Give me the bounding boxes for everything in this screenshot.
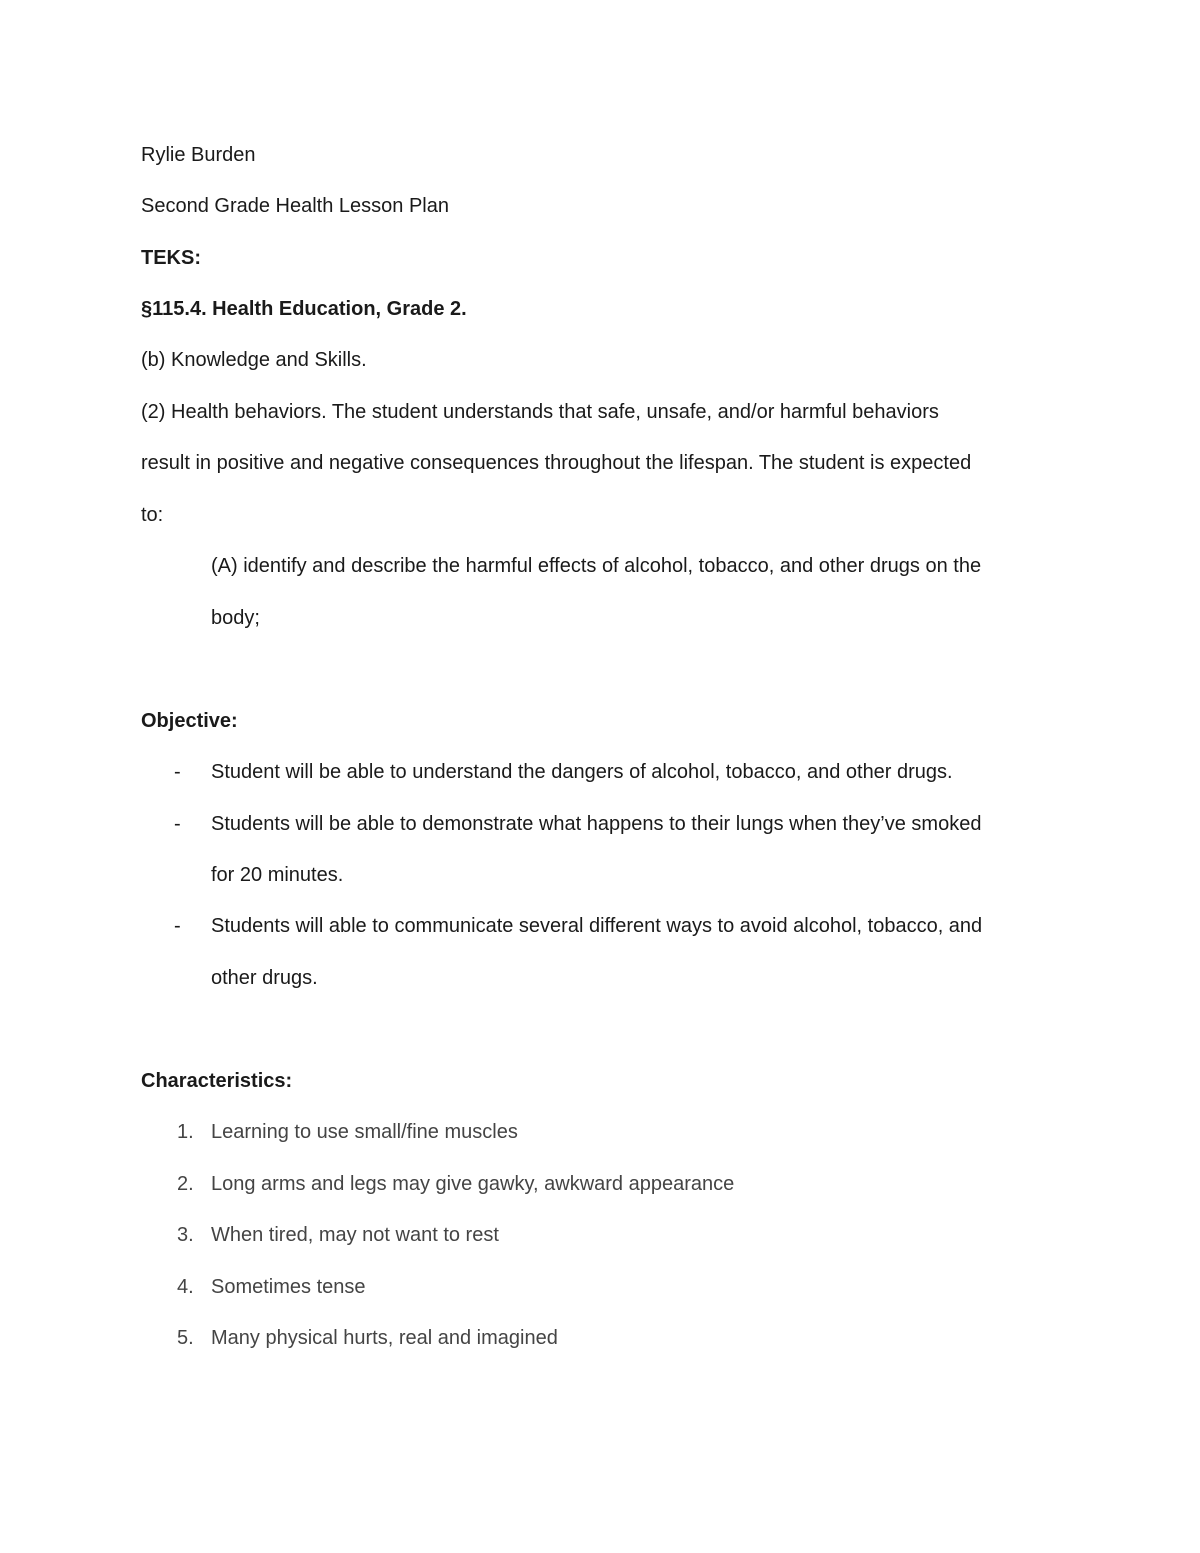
characteristic-number: 4.	[177, 1276, 194, 1298]
teks-item-line: body;	[211, 607, 260, 629]
characteristic-text: Learning to use small/fine muscles	[211, 1121, 518, 1143]
teks-standard-line: result in positive and negative consequences throughout the lifespan. The student is expected	[141, 452, 972, 474]
teks-standard-line: (2) Health behaviors. The student understands that safe, unsafe, and/or harmful behaviors	[141, 401, 939, 423]
objective-item-line: for 20 minutes.	[211, 864, 344, 886]
teks-item-line: (A) identify and describe the harmful effects of alcohol, tobacco, and other drugs on the	[211, 555, 982, 577]
objective-item-line: Student will be able to understand the dangers of alcohol, tobacco, and other drugs.	[211, 761, 953, 783]
document-title: Second Grade Health Lesson Plan	[141, 195, 449, 217]
characteristic-text: When tired, may not want to rest	[211, 1224, 499, 1246]
author-name: Rylie Burden	[141, 144, 256, 166]
teks-heading: TEKS:	[141, 247, 201, 269]
objective-bullet: -	[174, 761, 181, 783]
characteristic-number: 5.	[177, 1327, 194, 1349]
characteristic-text: Many physical hurts, real and imagined	[211, 1327, 558, 1349]
characteristic-number: 2.	[177, 1173, 194, 1195]
characteristic-number: 1.	[177, 1121, 194, 1143]
objective-bullet: -	[174, 813, 181, 835]
teks-standard-line: to:	[141, 504, 164, 526]
teks-section: §115.4. Health Education, Grade 2.	[141, 298, 467, 320]
characteristic-number: 3.	[177, 1224, 194, 1246]
objective-item-line: Students will able to communicate several different ways to avoid alcohol, tobacco, and	[211, 915, 983, 937]
objective-item-line: Students will be able to demonstrate what happens to their lungs when they’ve smoked	[211, 813, 982, 835]
characteristics-heading: Characteristics:	[141, 1070, 293, 1092]
objective-bullet: -	[174, 915, 181, 937]
teks-subsection: (b) Knowledge and Skills.	[141, 349, 367, 371]
characteristic-text: Long arms and legs may give gawky, awkward appearance	[211, 1173, 735, 1195]
objective-heading: Objective:	[141, 710, 238, 732]
objective-item-line: other drugs.	[211, 967, 318, 989]
characteristic-text: Sometimes tense	[211, 1276, 366, 1298]
